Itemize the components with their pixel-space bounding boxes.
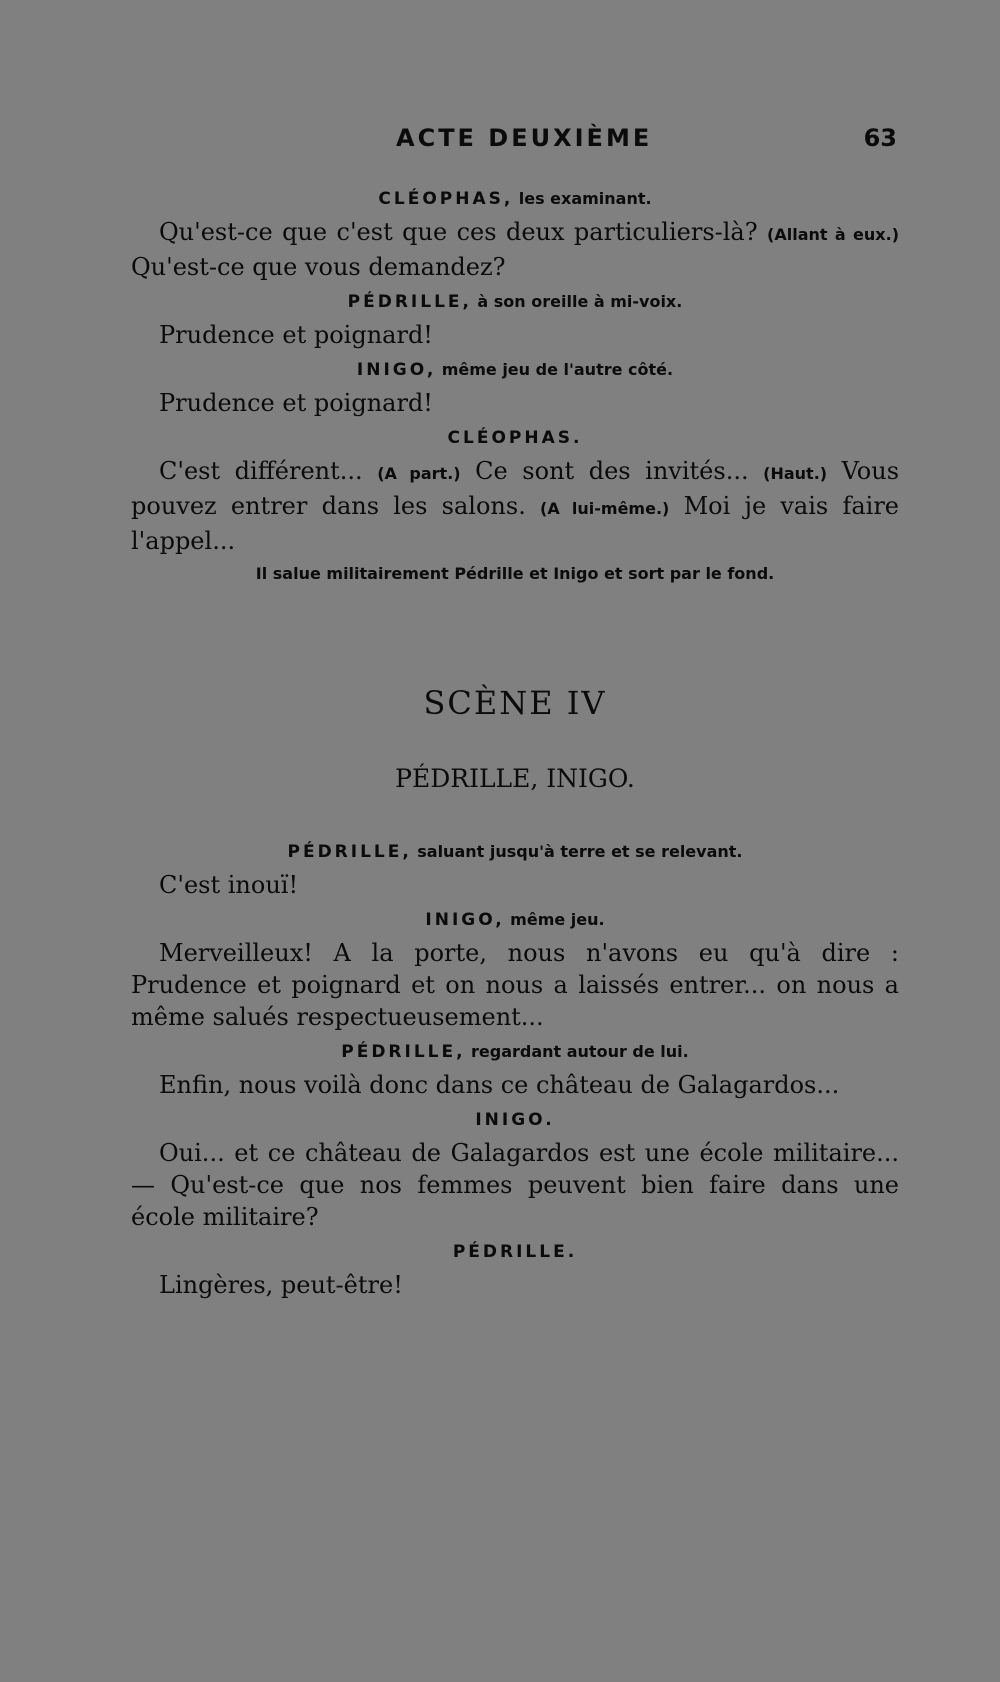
speech-line (131, 869, 899, 901)
speech-text: Qu'est-ce que vous demandez? (131, 253, 506, 281)
speech-text: Vous pouvez entrer dans les salons. (131, 457, 900, 520)
speech-text: Prudence et poignard! (159, 389, 433, 417)
speaker-cue (131, 425, 899, 451)
speech-text: Oui... et ce château de Galagardos est une école militaire... — Qu'est-ce que nos femmes peuvent bien faire dans une école militaire? (131, 1139, 899, 1231)
speech-line (131, 1269, 899, 1301)
speaker-name: INIGO. (475, 1110, 555, 1130)
speaker-name: INIGO, (425, 910, 505, 930)
page-number: 63 (863, 124, 897, 152)
stage-aside: (A lui-même.) (540, 499, 670, 518)
speaker-direction: même jeu. (510, 910, 605, 929)
speaker-name: PÉDRILLE, (341, 1042, 466, 1062)
speech-text: Merveilleux! A la porte, nous n'avons eu qu'à dire : Prudence et poignard et on nous a laissés entrer... on nous a même salués respectueusement... (131, 939, 899, 1031)
speaker-direction: saluant jusqu'à terre et se relevant. (417, 842, 743, 861)
speaker-name: CLÉOPHAS, (378, 189, 514, 209)
speaker-cue (131, 186, 899, 212)
speaker-cue (131, 357, 899, 383)
speech-line (131, 1069, 899, 1101)
speaker-name: INIGO, (356, 360, 437, 380)
speech-line (131, 216, 899, 283)
speech-line (131, 937, 899, 1033)
speaker-direction: même jeu de l'autre côté. (441, 360, 674, 379)
speaker-name: PÉDRILLE, (347, 292, 472, 312)
speech-text: Lingères, peut-être! (159, 1271, 403, 1299)
speaker-cue (131, 1107, 899, 1133)
speech-text: Prudence et poignard! (159, 321, 433, 349)
speech-text: Ce sont des invités... (460, 457, 764, 485)
stage-aside: (Allant à eux.) (767, 225, 900, 244)
speaker-name: PÉDRILLE. (452, 1242, 578, 1262)
speaker-cue (131, 839, 899, 865)
speech-text: Moi je vais faire l'appel... (131, 492, 900, 555)
running-title: ACTE DEUXIÈME (396, 124, 653, 152)
speech-text: C'est inouï! (159, 871, 299, 899)
speaker-cue (131, 289, 899, 315)
stage-aside: (Haut.) (763, 464, 828, 483)
scene-characters: PÉDRILLE, INIGO. (395, 764, 635, 793)
speaker-name: PÉDRILLE, (287, 842, 412, 862)
speech-text: Qu'est-ce que c'est que ces deux particuliers-là? (159, 218, 768, 246)
speech-text: Enfin, nous voilà donc dans ce château de Galagardos... (159, 1071, 840, 1099)
page-header (0, 124, 1000, 164)
play-text (131, 180, 899, 1305)
speaker-direction: regardant autour de lui. (471, 1042, 689, 1061)
stage-direction: Il salue militairement Pédrille et Inigo et sort par le fond. (255, 564, 775, 583)
speaker-cue (131, 1039, 899, 1065)
speaker-name: CLÉOPHAS. (447, 428, 583, 448)
speech-line (131, 455, 899, 557)
speech-line (131, 319, 899, 351)
speech-line (131, 387, 899, 419)
speaker-cue (131, 1239, 899, 1265)
speaker-cue (131, 907, 899, 933)
speech-text: C'est différent... (159, 457, 378, 485)
speech-line (131, 1137, 899, 1233)
stage-aside: (A part.) (377, 464, 461, 483)
speaker-direction: à son oreille à mi-voix. (477, 292, 683, 311)
speaker-direction: les examinant. (518, 189, 652, 208)
scene-title: SCÈNE IV (423, 684, 607, 722)
